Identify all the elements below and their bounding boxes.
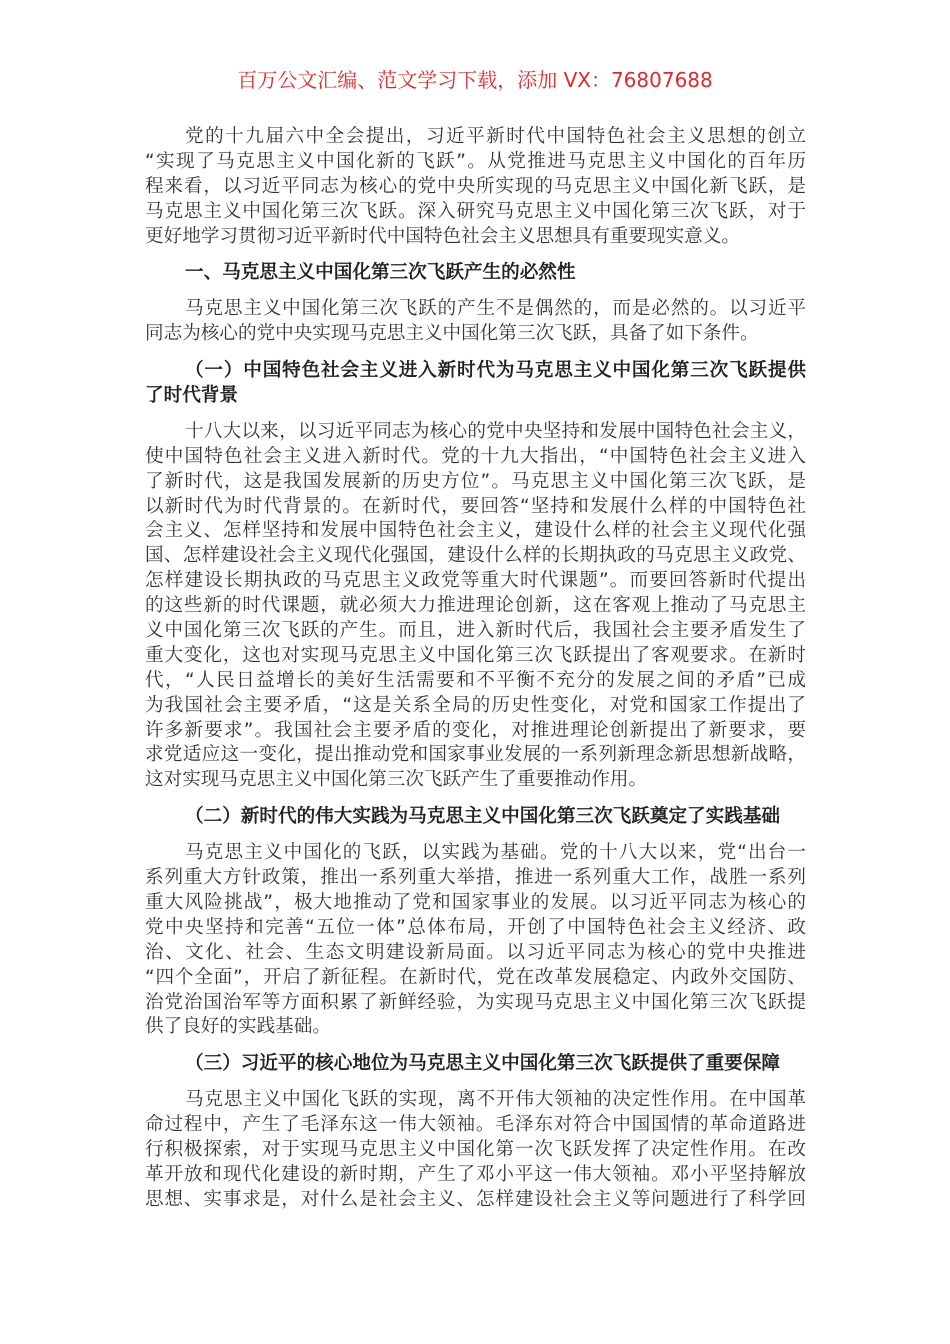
text-line: 党中央坚持和完善“五位一体”总体布局，开创了中国特色社会主义经济、政 <box>145 916 806 938</box>
text-line: 许多新要求”。我国社会主要矛盾的变化，对推进理论创新提出了新要求，要 <box>145 719 806 741</box>
paragraph <box>145 841 806 1040</box>
paragraph <box>145 297 806 347</box>
text-line: “四个全面”，开启了新征程。在新时代，党在改革发展稳定、内政外交国防、 <box>145 966 806 988</box>
text-line: 命过程中，产生了毛泽东这一伟大领袖。毛泽东对符合中国国情的革命道路进 <box>145 1114 806 1136</box>
text-line: 以新时代为时代背景的。在新时代，要回答“坚持和发展什么样的中国特色社 <box>145 495 806 517</box>
text-line: 治、文化、社会、生态文明建设新局面。以习近平同志为核心的党中央推进 <box>145 941 806 963</box>
text-line: 重大风险挑战”，极大地推动了党和国家事业的发展。以习近平同志为核心的 <box>145 891 806 913</box>
text-line: 行积极探索，对于实现马克思主义中国化第一次飞跃发挥了决定性作用。在改 <box>145 1138 806 1160</box>
text-line: 重大变化，这也对实现马克思主义中国化第三次飞跃提出了客观要求。在新时 <box>145 644 806 666</box>
text-line: 更好地学习贯彻习近平新时代中国特色社会主义思想具有重要现实意义。 <box>145 225 741 247</box>
text-line: 会主义、怎样坚持和发展中国特色社会主义，建设什么样的社会主义现代化强 <box>145 520 806 542</box>
text-line: 治党治国治军等方面积累了新鲜经验，为实现马克思主义中国化第三次飞跃提 <box>145 991 806 1013</box>
paragraph <box>145 125 806 249</box>
text-line: 了新时代，这是我国发展新的历史方位”。马克思主义中国化第三次飞跃，是 <box>145 470 806 492</box>
text-line: 党的十九届六中全会提出，习近平新时代中国特色社会主义思想的创立 <box>185 126 806 147</box>
text-line: 使中国特色社会主义进入新时代。党的十九大指出，“中国特色社会主义进入 <box>145 445 806 467</box>
text-line: 这对实现马克思主义中国化第三次飞跃产生了重要推动作用。 <box>145 769 648 791</box>
section-heading <box>145 261 806 286</box>
text-line: 国、怎样建设社会主义现代化强国，建设什么样的长期执政的马克思主义政党、 <box>145 545 806 567</box>
text-line: 的这些新的时代课题，就必须大力推进理论创新，这在客观上推动了马克思主 <box>145 595 806 617</box>
text-line: 代，“人民日益增长的美好生活需要和不平衡不充分的发展之间的矛盾”已成 <box>145 669 806 691</box>
text-line: 系列重大方针政策，推出一系列重大举措，推进一系列重大工作，战胜一系列 <box>145 867 806 889</box>
text-line: 革开放和现代化建设的新时期，产生了邓小平这一伟大领袖。邓小平坚持解放 <box>145 1163 806 1185</box>
text-line: 为我国社会主要矛盾，“这是关系全局的历史性变化，对党和国家工作提出了 <box>145 694 806 716</box>
section-heading <box>145 1052 806 1077</box>
text-line: 马克思主义中国化第三次飞跃。深入研究马克思主义中国化第三次飞跃，对于 <box>145 200 806 222</box>
text-line: 马克思主义中国化飞跃的实现，离不开伟大领袖的决定性作用。在中国革 <box>185 1089 806 1111</box>
text-line: 十八大以来，以习近平同志为核心的党中央坚持和发展中国特色社会主义， <box>185 420 806 442</box>
text-line: （一）中国特色社会主义进入新时代为马克思主义中国化第三次飞跃提供 <box>185 359 806 381</box>
section-heading <box>145 805 806 830</box>
text-line: “实现了马克思主义中国化新的飞跃”。从党推进马克思主义中国化的百年历 <box>145 150 806 172</box>
text-line: 同志为核心的党中央实现马克思主义中国化第三次飞跃，具备了如下条件。 <box>145 323 759 345</box>
paragraph <box>145 420 806 793</box>
text-line: 一、马克思主义中国化第三次飞跃产生的必然性 <box>185 261 576 283</box>
watermark-banner: 百万公文汇编、范文学习下载，添加 VX：76807688 <box>237 68 713 92</box>
section-heading <box>145 359 806 409</box>
text-line: 马克思主义中国化第三次飞跃的产生不是偶然的，而是必然的。以习近平 <box>185 298 806 320</box>
text-line: （三）习近平的核心地位为马克思主义中国化第三次飞跃提供了重要保障 <box>185 1052 781 1074</box>
text-line: 思想、实事求是，对什么是社会主义、怎样建设社会主义等问题进行了科学回 <box>145 1188 806 1210</box>
text-line: 了时代背景 <box>145 384 238 406</box>
text-line: 义中国化第三次飞跃的产生。而且，进入新时代后，我国社会主要矛盾发生了 <box>145 620 806 642</box>
text-line: 怎样建设长期执政的马克思主义政党等重大时代课题”。而要回答新时代提出 <box>145 570 806 592</box>
text-line: 供了良好的实践基础。 <box>145 1016 331 1038</box>
text-line: 求党适应这一变化，提出推动党和国家事业发展的一系列新理念新思想新战略， <box>145 744 806 766</box>
paragraph <box>145 1088 806 1212</box>
text-line: （二）新时代的伟大实践为马克思主义中国化第三次飞跃奠定了实践基础 <box>185 805 781 827</box>
text-line: 马克思主义中国化的飞跃，以实践为基础。党的十八大以来，党“出台一 <box>185 842 806 864</box>
text-line: 程来看，以习近平同志为核心的党中央所实现的马克思主义中国化新飞跃，是 <box>145 175 806 197</box>
document-body <box>145 125 806 1224</box>
